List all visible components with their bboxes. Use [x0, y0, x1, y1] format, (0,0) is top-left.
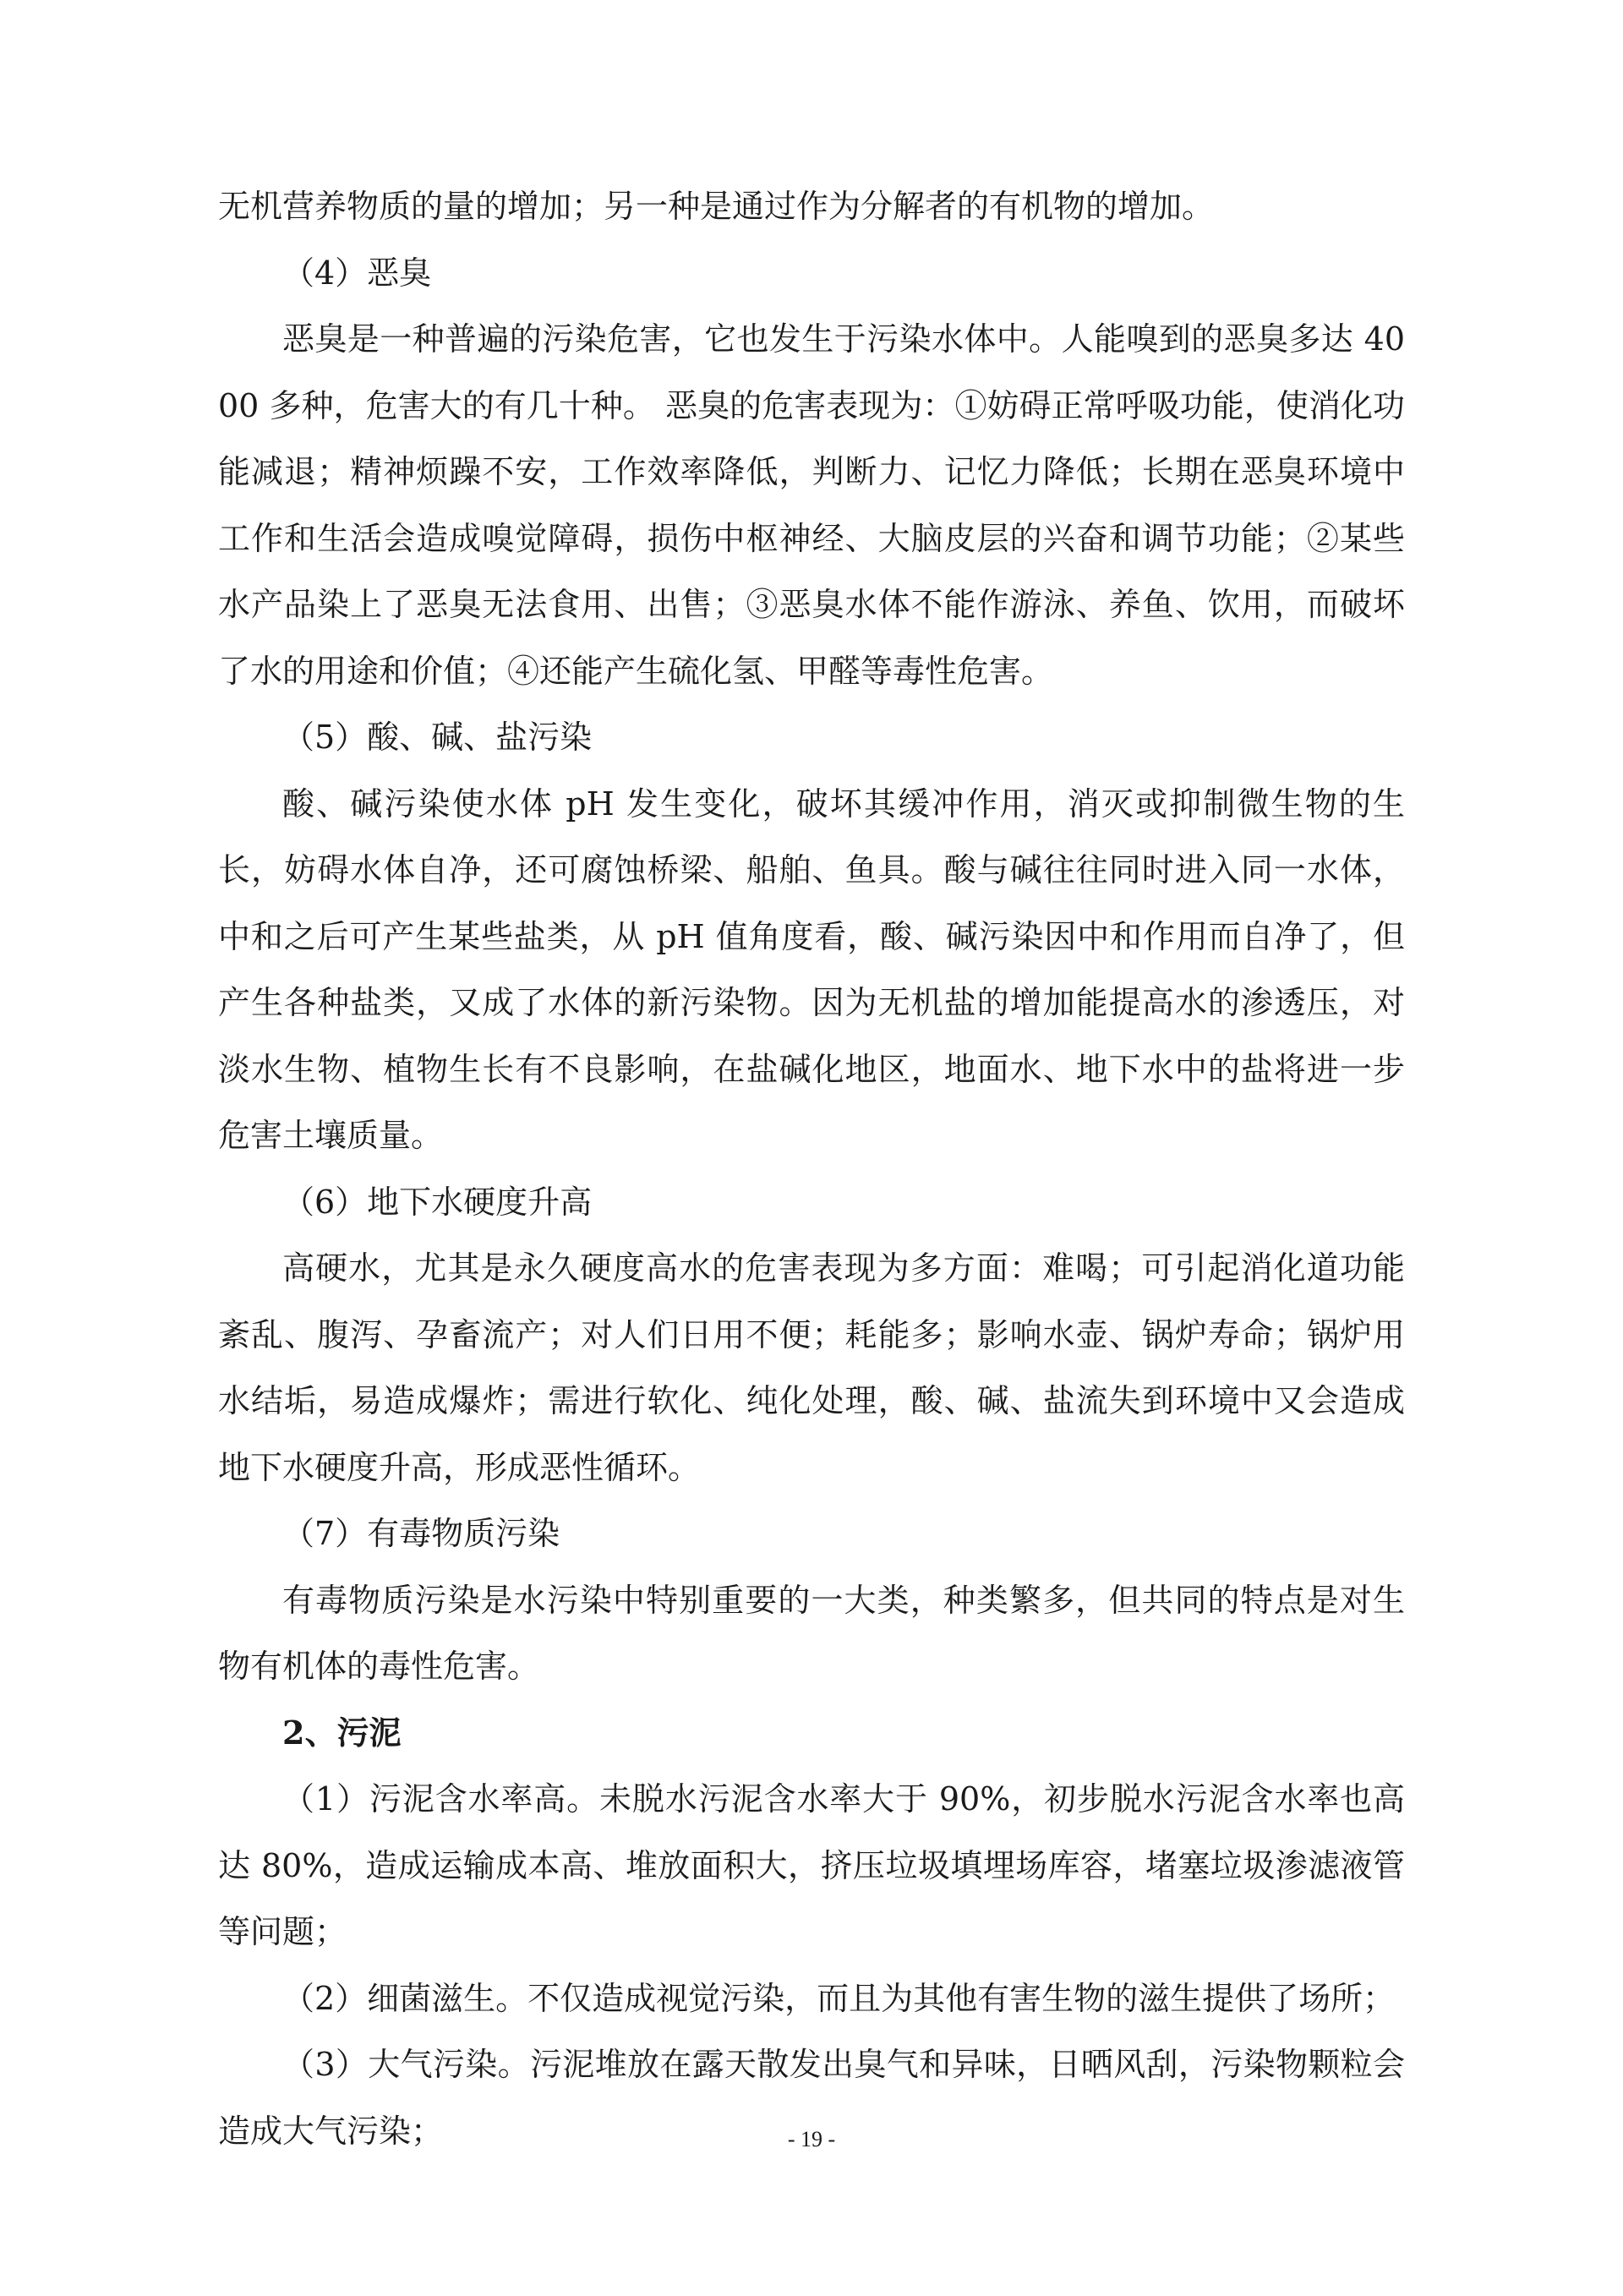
section-heading-odor: （4）恶臭 [282, 254, 432, 292]
section-heading-groundwater-hardness: （6）地下水硬度升高 [282, 1183, 593, 1221]
paragraph-toxic-substances: 有毒物质污染是水污染中特别重要的一大类，种类繁多，但共同的特点是对生物有机体的毒性危害。 [218, 1581, 1405, 1685]
paragraph-sludge-air-pollution: （3）大气污染。污泥堆放在露天散发出臭气和异味，日晒风刮，污染物颗粒会造成大气污染； [218, 2046, 1405, 2150]
paragraph-continuation: 无机营养物质的量的增加；另一种是通过作为分解者的有机物的增加。 [218, 188, 1215, 225]
page-number: - 19 - [787, 2127, 836, 2151]
section-heading-toxic-substances: （7）有毒物质污染 [282, 1515, 560, 1552]
paragraph-odor: 恶臭是一种普遍的污染危害，它也发生于污染水体中。人能嗅到的恶臭多达 4000 多种，危害大的有几十种。 恶臭的危害表现为：①妨碍正常呼吸功能，使消化功能减退；精神烦躁不安，工作效率降低，判断力、记忆力降低；长期在恶臭环境中工作和生活会造成嗅觉障碍，损伤中枢神经、大脑皮层的兴奋和调节功能；②某些水产品染上了恶臭无法食用、出售；③恶臭水体不能作游泳、养鱼、饮用，而破坏了水的用途和价值；④还能产生硫化氢、甲醛等毒性危害。 [218, 320, 1405, 690]
document-body [218, 173, 1405, 2164]
paragraph-acid-base-salt: 酸、碱污染使水体 pH 发生变化，破坏其缓冲作用，消灭或抑制微生物的生长，妨碍水体自净，还可腐蚀桥梁、船舶、鱼具。酸与碱往往同时进入同一水体，中和之后可产生某些盐类，从 pH 值角度看，酸、碱污染因中和作用而自净了，但产生各种盐类，又成了水体的新污染物。因为无机盐的增加能提高水的渗透压，对淡水生物、植物生长有不良影响，在盐碱化地区，地面水、地下水中的盐将进一步危害土壤质量。 [218, 784, 1405, 1154]
paragraph-sludge-water-content: （1）污泥含水率高。未脱水污泥含水率大于 90%，初步脱水污泥含水率也高达 80%，造成运输成本高、堆放面积大，挤压垃圾填埋场库容，堵塞垃圾渗滤液管等问题； [218, 1780, 1405, 1950]
paragraph-groundwater-hardness: 高硬水，尤其是永久硬度高水的危害表现为多方面：难喝；可引起消化道功能紊乱、腹泻、孕畜流产；对人们日用不便；耗能多；影响水壶、锅炉寿命；锅炉用水结垢，易造成爆炸；需进行软化、纯化处理，酸、碱、盐流失到环境中又会造成地下水硬度升高，形成恶性循环。 [218, 1249, 1405, 1486]
paragraph-sludge-bacteria: （2）细菌滋生。不仅造成视觉污染，而且为其他有害生物的滋生提供了场所； [282, 1979, 1396, 2017]
section-heading-acid-base-salt: （5）酸、碱、盐污染 [282, 719, 593, 756]
section-heading-sludge: 2、污泥 [282, 1713, 402, 1752]
